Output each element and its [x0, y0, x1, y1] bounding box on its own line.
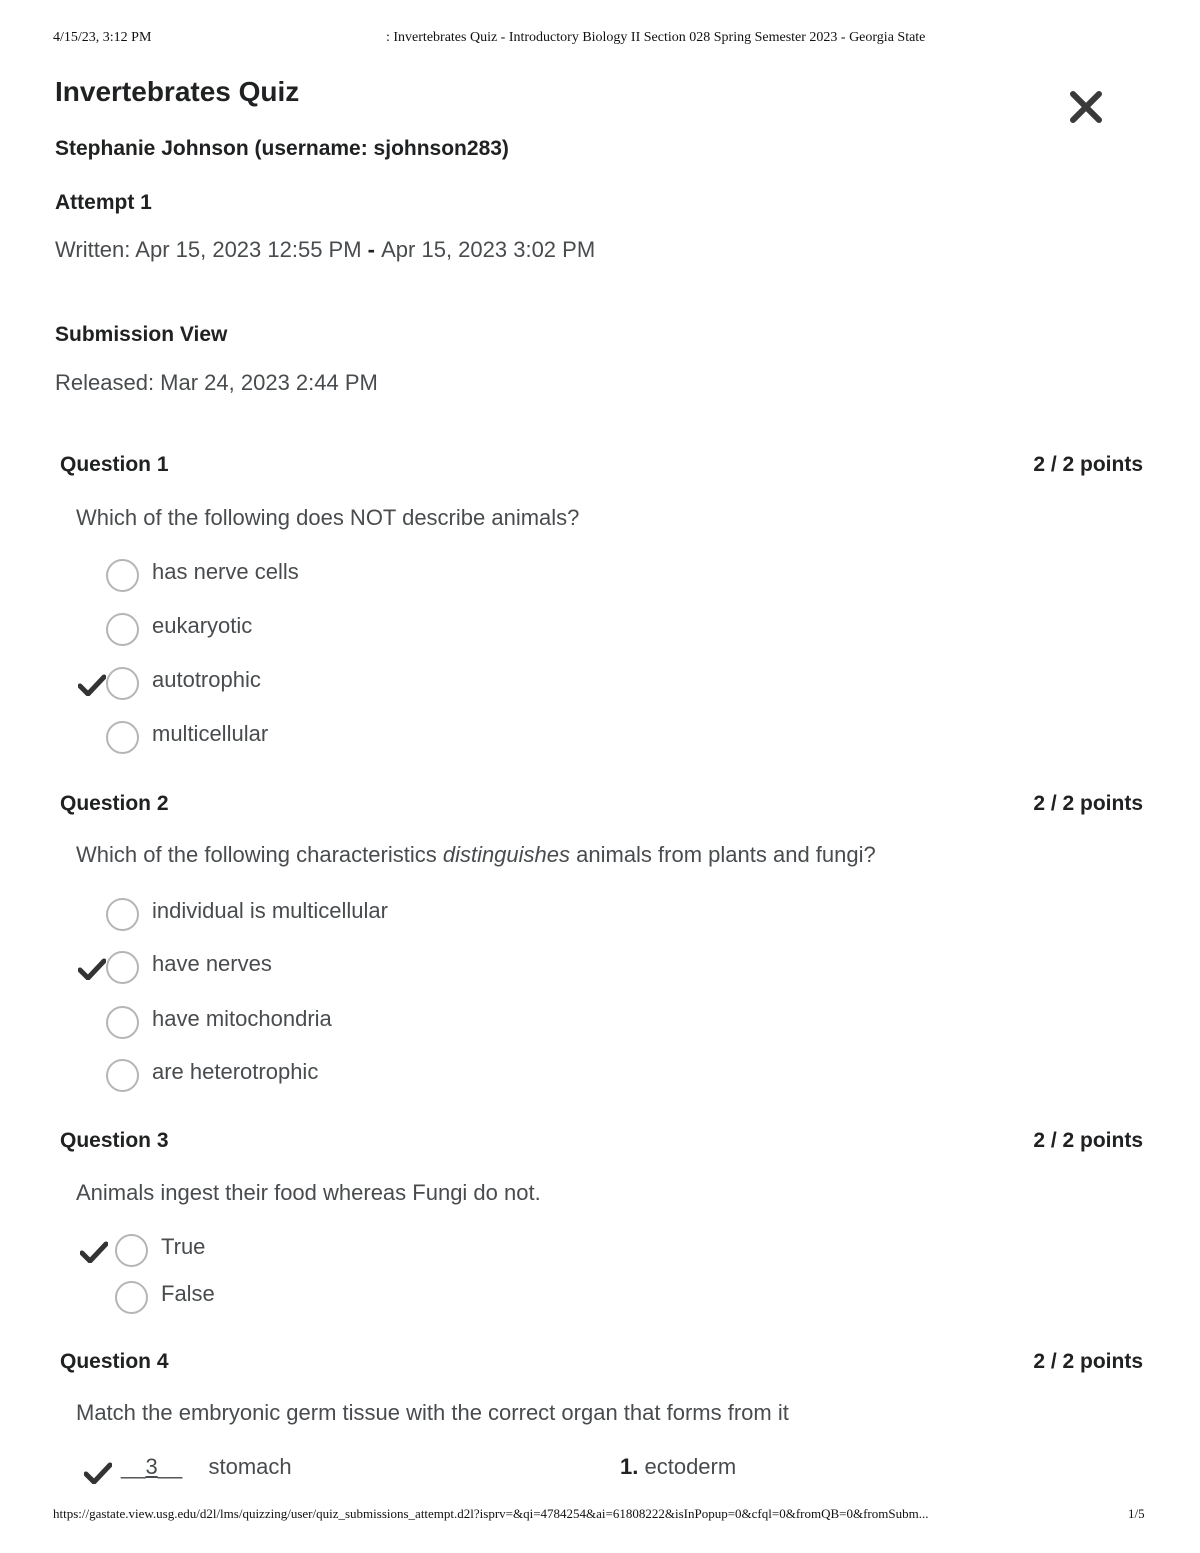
question-4-header	[60, 1350, 1143, 1374]
match-choice	[620, 1454, 736, 1480]
radio-empty-icon	[106, 951, 139, 984]
option-label: have nerves	[152, 951, 272, 976]
checkmark-icon	[84, 1462, 112, 1484]
checkmark-icon	[80, 1241, 108, 1263]
question-points: 2 / 2 points	[1033, 453, 1143, 476]
option-label: autotrophic	[152, 667, 261, 692]
question-title: Question 3	[60, 1129, 169, 1152]
question-1-text: Which of the following does NOT describe animals?	[76, 505, 580, 530]
quiz-title: Invertebrates Quiz	[55, 76, 300, 107]
question-points: 2 / 2 points	[1033, 1350, 1143, 1373]
print-page-title: : Invertebrates Quiz - Introductory Biology II Section 028 Spring Semester 2023 - Georgia State	[386, 30, 926, 45]
radio-empty-icon	[106, 667, 139, 700]
match-item-label: stomach	[208, 1454, 292, 1479]
released-date: Released: Mar 24, 2023 2:44 PM	[55, 370, 378, 395]
close-button[interactable]	[1065, 86, 1107, 128]
option-label: have mitochondria	[152, 1006, 332, 1031]
match-choice-number: 1.	[620, 1454, 639, 1479]
submission-view-heading: Submission View	[55, 323, 228, 346]
question-title: Question 1	[60, 453, 169, 476]
question-title: Question 2	[60, 792, 169, 815]
match-choice-label: ectoderm	[644, 1454, 737, 1479]
radio-empty-icon	[115, 1281, 148, 1314]
checkmark-icon	[78, 958, 106, 980]
question-2-header	[60, 792, 1143, 816]
written-time	[55, 237, 595, 263]
option-label: individual is multicellular	[152, 898, 388, 923]
match-blank-row	[121, 1454, 292, 1480]
close-x-icon	[1065, 86, 1107, 128]
written-separator: -	[361, 237, 382, 262]
question-2-text	[76, 842, 876, 868]
match-blank-suffix: __	[157, 1454, 183, 1479]
print-url: https://gastate.view.usg.edu/d2l/lms/quizzing/user/quiz_submissions_attempt.d2l?isprv=&qi=4784254&ai=61808222&isInPopup=0&cfql=0&fromQB=0&fromSubm...	[53, 1506, 929, 1521]
option-label: False	[161, 1281, 215, 1306]
match-blank-value: 3	[145, 1454, 158, 1479]
print-page-number: 1/5	[1128, 1506, 1145, 1521]
match-blank-prefix: __	[121, 1454, 146, 1479]
option-label: True	[161, 1234, 206, 1259]
question-3-header	[60, 1129, 1143, 1153]
option-label: has nerve cells	[152, 559, 299, 584]
radio-empty-icon	[106, 898, 139, 931]
question-title: Question 4	[60, 1350, 169, 1373]
question-text-emphasis: distinguishes	[442, 842, 571, 867]
student-name: Stephanie Johnson (username: sjohnson283)	[55, 137, 509, 160]
attempt-label: Attempt 1	[55, 191, 152, 214]
written-end: Apr 15, 2023 3:02 PM	[381, 237, 596, 262]
print-date: 4/15/23, 3:12 PM	[53, 30, 152, 45]
question-3-text: Animals ingest their food whereas Fungi do not.	[76, 1180, 541, 1205]
radio-empty-icon	[106, 1006, 139, 1039]
radio-empty-icon	[106, 1059, 139, 1092]
question-text-part: animals from plants and fungi?	[570, 842, 876, 867]
checkmark-icon	[78, 674, 106, 696]
radio-empty-icon	[106, 721, 139, 754]
written-label: Written:	[55, 237, 136, 262]
radio-empty-icon	[106, 613, 139, 646]
question-1-header	[60, 453, 1143, 477]
question-points: 2 / 2 points	[1033, 792, 1143, 815]
radio-empty-icon	[106, 559, 139, 592]
written-start: Apr 15, 2023 12:55 PM	[135, 237, 362, 262]
question-text-part: Which of the following characteristics	[76, 842, 443, 867]
question-points: 2 / 2 points	[1033, 1129, 1143, 1152]
option-label: eukaryotic	[152, 613, 253, 638]
radio-empty-icon	[115, 1234, 148, 1267]
option-label: multicellular	[152, 721, 269, 746]
option-label: are heterotrophic	[152, 1059, 319, 1084]
question-4-text: Match the embryonic germ tissue with the correct organ that forms from it	[76, 1400, 789, 1425]
